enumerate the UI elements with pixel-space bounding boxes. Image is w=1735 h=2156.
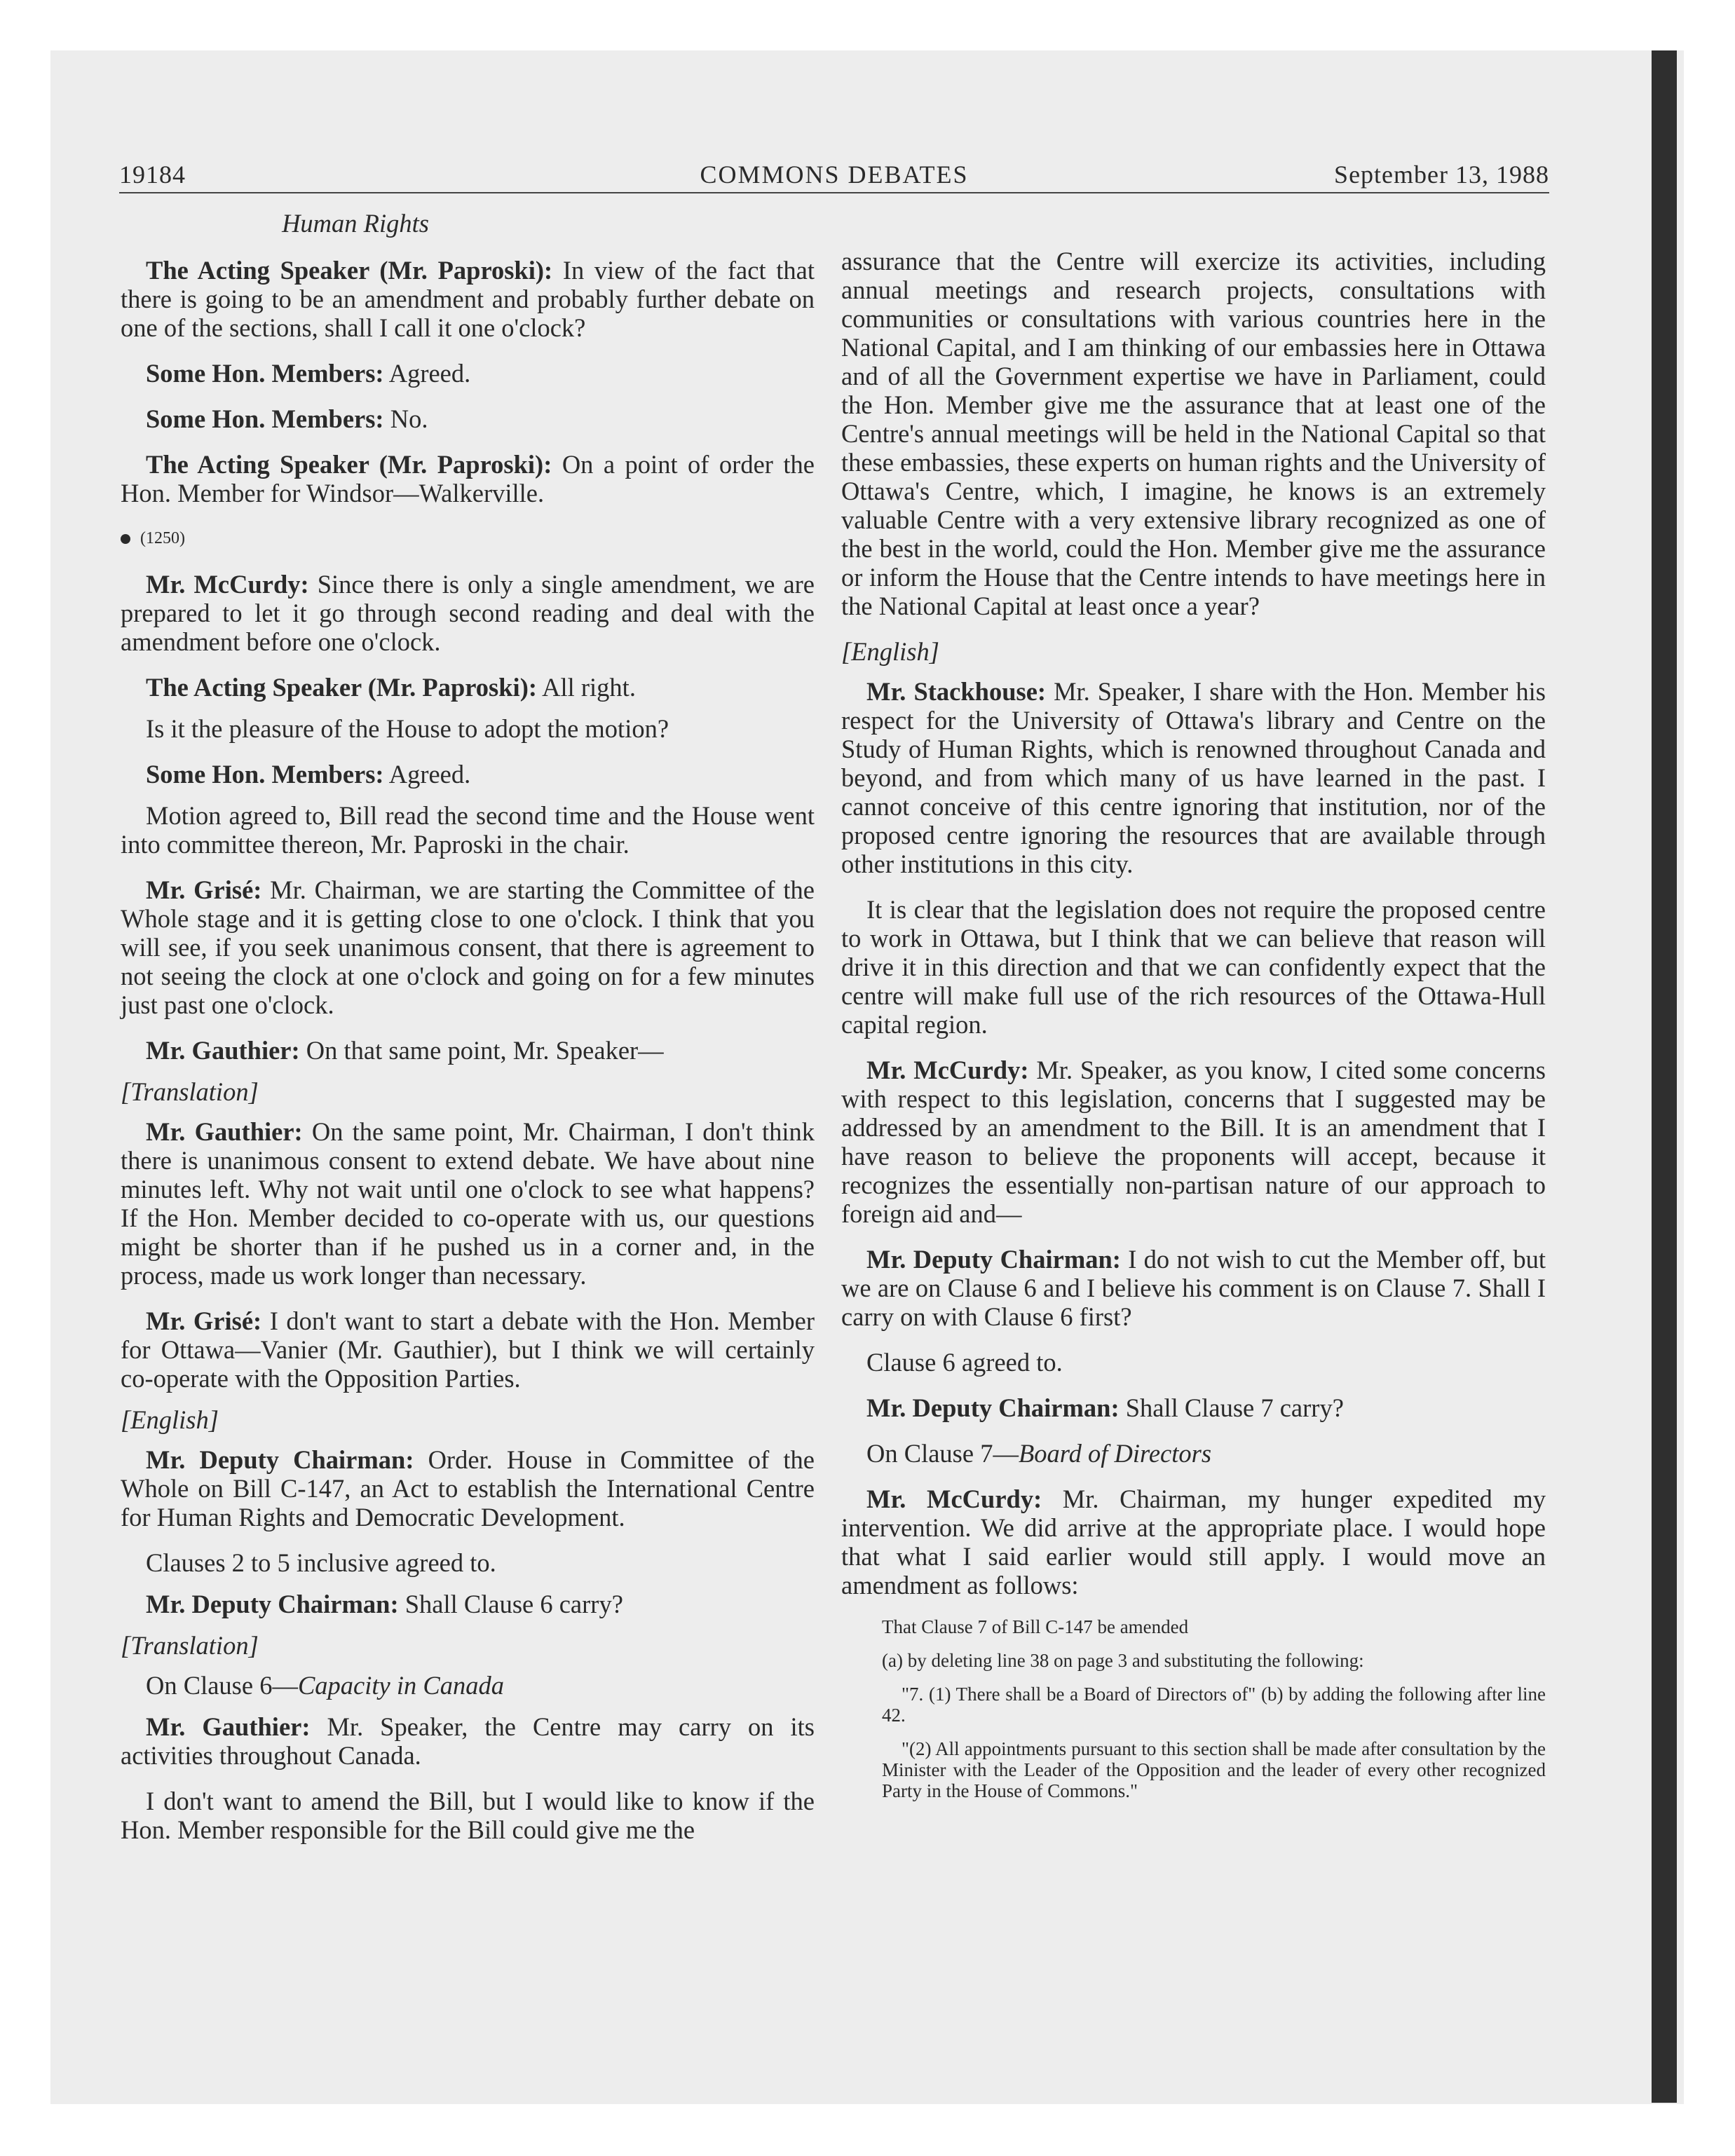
paragraph: [841, 1485, 1546, 1599]
paragraph: assurance that the Centre will exercize its activities, including annual meetings and research projects, consultations with communities or consultations with various countries here in the National Capital, and I am thinking of our embassies here in Ottawa and of all the Government expertise we have in Parliament, could the Hon. Member give me the assurance that at least one of the Centre's annual meetings will be held in the National Capital so that these embassies, these experts on human rights and the University of Ottawa's Centre, which, I imagine, he knows is an extremely valuable Centre with a very extensive library recognized as one of the best in the world, could the Hon. Member give me the assurance or inform the House that the Centre intends to have meetings here in the National Capital at least once a year?: [841, 247, 1546, 620]
section-title: Human Rights: [282, 209, 429, 238]
paragraph: [841, 1393, 1546, 1422]
paragraph: It is clear that the legislation does not require the proposed centre to work in Ottawa, but I think that we can believe that reason will drive it in this direction and that we can confidently expect that the centre will make full use of the rich resources of the Ottawa-Hull capital region.: [841, 895, 1546, 1039]
paragraph: Clause 6 agreed to.: [866, 1348, 1063, 1377]
amendment-text: That Clause 7 of Bill C-147 be amended: [882, 1616, 1189, 1637]
clause-prefix: On Clause 7—: [866, 1439, 1019, 1468]
language-marker: [Translation]: [121, 1077, 259, 1106]
paragraph: [121, 450, 815, 507]
clause-heading: [121, 1671, 815, 1700]
bullet-icon: [121, 534, 130, 544]
speech-text: All right.: [537, 673, 636, 702]
clause-prefix: On Clause 6—: [146, 1671, 298, 1700]
speaker-name: Mr. Stackhouse:: [866, 677, 1047, 706]
paragraph: [121, 570, 815, 656]
speaker-name: Mr. Deputy Chairman:: [866, 1393, 1120, 1422]
speech-text: Shall Clause 6 carry?: [398, 1590, 623, 1618]
clause-title: Board of Directors: [1018, 1439, 1212, 1468]
left-column: [121, 203, 815, 1861]
speech-text: Agreed.: [383, 760, 471, 789]
speaker-name: Mr. Grisé:: [146, 875, 262, 904]
speech-text: On a point of order the Hon. Member for Windsor—Walkerville.: [121, 450, 815, 507]
speech-text: Mr. Speaker, I share with the Hon. Member his respect for the University of Ottawa's library and Centre on the Study of Human Rights, which is renowned throughout Canada and beyond, and from which many of us have learned in the past. I cannot conceive of this centre ignoring that institution, nor of the proposed centre ignoring the resources that are available through other institutions in this city.: [841, 677, 1546, 878]
speech-text: Mr. Chairman, my hunger expedited my intervention. We did arrive at the appropriate place. I would hope that what I said earlier would still apply. I would move an amendment as follows:: [841, 1485, 1546, 1599]
paragraph: [841, 1056, 1546, 1228]
language-marker: [Translation]: [121, 1631, 259, 1660]
amendment-text: (a) by deleting line 38 on page 3 and substituting the following:: [882, 1650, 1364, 1671]
time-marker: [121, 524, 815, 553]
amendment-text: "7. (1) There shall be a Board of Directors of" (b) by adding the following after line 42.: [882, 1684, 1546, 1726]
speech-text: No.: [383, 404, 428, 433]
speech-text: Mr. Speaker, the Centre may carry on its activities throughout Canada.: [121, 1712, 815, 1770]
speaker-name: Mr. Deputy Chairman:: [866, 1245, 1121, 1274]
speech-text: Shall Clause 7 carry?: [1119, 1393, 1344, 1422]
speech-text: I don't want to start a debate with the Hon. Member for Ottawa—Vanier (Mr. Gauthier), but I think we will certainly co-operate with the Opposition Parties.: [121, 1306, 815, 1393]
speaker-name: Mr. Deputy Chairman:: [146, 1445, 414, 1474]
paragraph: [121, 1117, 815, 1290]
paragraph: [121, 1590, 815, 1618]
clause-heading: [841, 1439, 1546, 1468]
paragraph: [121, 1712, 815, 1770]
page-date: September 13, 1988: [1334, 161, 1549, 189]
speech-text: On the same point, Mr. Chairman, I don't think there is unanimous consent to extend debate. We have about nine minutes left. Why not wait until one o'clock to see what happens? If the Hon. Member decided to co-operate with us, our questions might be shorter than if he pushed us in a corner and, in the process, made us work longer than necessary.: [121, 1117, 815, 1290]
paragraph: [121, 359, 815, 388]
paragraph: Clauses 2 to 5 inclusive agreed to.: [146, 1548, 496, 1577]
speaker-name: Mr. Gauthier:: [146, 1117, 303, 1146]
speaker-name: Mr. Gauthier:: [146, 1036, 300, 1065]
paragraph: [121, 1036, 815, 1065]
amendment-text: "(2) All appointments pursuant to this section shall be made after consultation by the Minister with the Leader of the Opposition and the leader of every other recognized Party in the House of Commons.": [882, 1738, 1546, 1801]
speaker-name: The Acting Speaker (Mr. Paproski):: [146, 450, 552, 479]
speech-text: Since there is only a single amendment, we are prepared to let it go through second reading and deal with the amendment before one o'clock.: [121, 570, 815, 656]
time-marker-text: (1250): [140, 529, 185, 547]
speaker-name: Mr. Deputy Chairman:: [146, 1590, 399, 1618]
speech-text: Mr. Speaker, as you know, I cited some concerns with respect to this legislation, concerns that I suggested may be addressed by an amendment to the Bill. It is an amendment that I have reason to believe the proponents will accept, because it recognizes the essentially non-partisan nature of our approach to foreign aid and—: [841, 1056, 1546, 1228]
paragraph: [121, 875, 815, 1019]
page-header: [119, 156, 1549, 193]
paragraph: Motion agreed to, Bill read the second time and the House went into committee thereon, Mr. Paproski in the chair.: [121, 801, 815, 859]
speech-text: I do not wish to cut the Member off, but we are on Clause 6 and I believe his comment is on Clause 7. Shall I carry on with Clause 6 first?: [841, 1245, 1546, 1331]
speaker-name: Some Hon. Members:: [146, 760, 384, 789]
paragraph: [121, 1445, 815, 1531]
paragraph: [121, 404, 815, 433]
language-marker: [English]: [121, 1405, 219, 1434]
paragraph: [121, 673, 815, 702]
speaker-name: Mr. McCurdy:: [146, 570, 309, 599]
speech-text: Mr. Chairman, we are starting the Committee of the Whole stage and it is getting close to one o'clock. I think that you will see, if you seek unanimous consent, that there is agreement to not seeing the clock at one o'clock and going on for a few minutes just past one o'clock.: [121, 875, 815, 1019]
speaker-name: Mr. McCurdy:: [866, 1485, 1042, 1513]
publication-title: COMMONS DEBATES: [700, 161, 969, 189]
paragraph: [841, 1245, 1546, 1331]
speaker-name: The Acting Speaker (Mr. Paproski):: [146, 673, 537, 702]
speaker-name: The Acting Speaker (Mr. Paproski):: [146, 256, 553, 285]
speaker-name: Mr. McCurdy:: [866, 1056, 1029, 1084]
paragraph: [121, 760, 815, 789]
paragraph: Is it the pleasure of the House to adopt the motion?: [146, 714, 669, 743]
speech-text: Agreed.: [383, 359, 471, 388]
speaker-name: Some Hon. Members:: [146, 359, 384, 388]
speaker-name: Some Hon. Members:: [146, 404, 384, 433]
page-number: 19184: [119, 161, 186, 189]
speech-text: On that same point, Mr. Speaker—: [299, 1036, 664, 1065]
clause-title: Capacity in Canada: [297, 1671, 504, 1700]
scan-edge-bar: [1652, 50, 1677, 2103]
speaker-name: Mr. Grisé:: [146, 1306, 262, 1335]
speech-text: In view of the fact that there is going to be an amendment and probably further debate on one of the sections, shall I call it one o'clock?: [121, 256, 815, 342]
speaker-name: Mr. Gauthier:: [146, 1712, 311, 1741]
language-marker: [English]: [841, 637, 939, 666]
paragraph: I don't want to amend the Bill, but I would like to know if the Hon. Member responsible for the Bill could give me the: [121, 1787, 815, 1844]
speech-text: Order. House in Committee of the Whole on Bill C-147, an Act to establish the International Centre for Human Rights and Democratic Development.: [121, 1445, 815, 1531]
right-column: [841, 247, 1546, 1814]
paragraph: [121, 1306, 815, 1393]
paragraph: [841, 677, 1546, 878]
paragraph: [121, 256, 815, 342]
